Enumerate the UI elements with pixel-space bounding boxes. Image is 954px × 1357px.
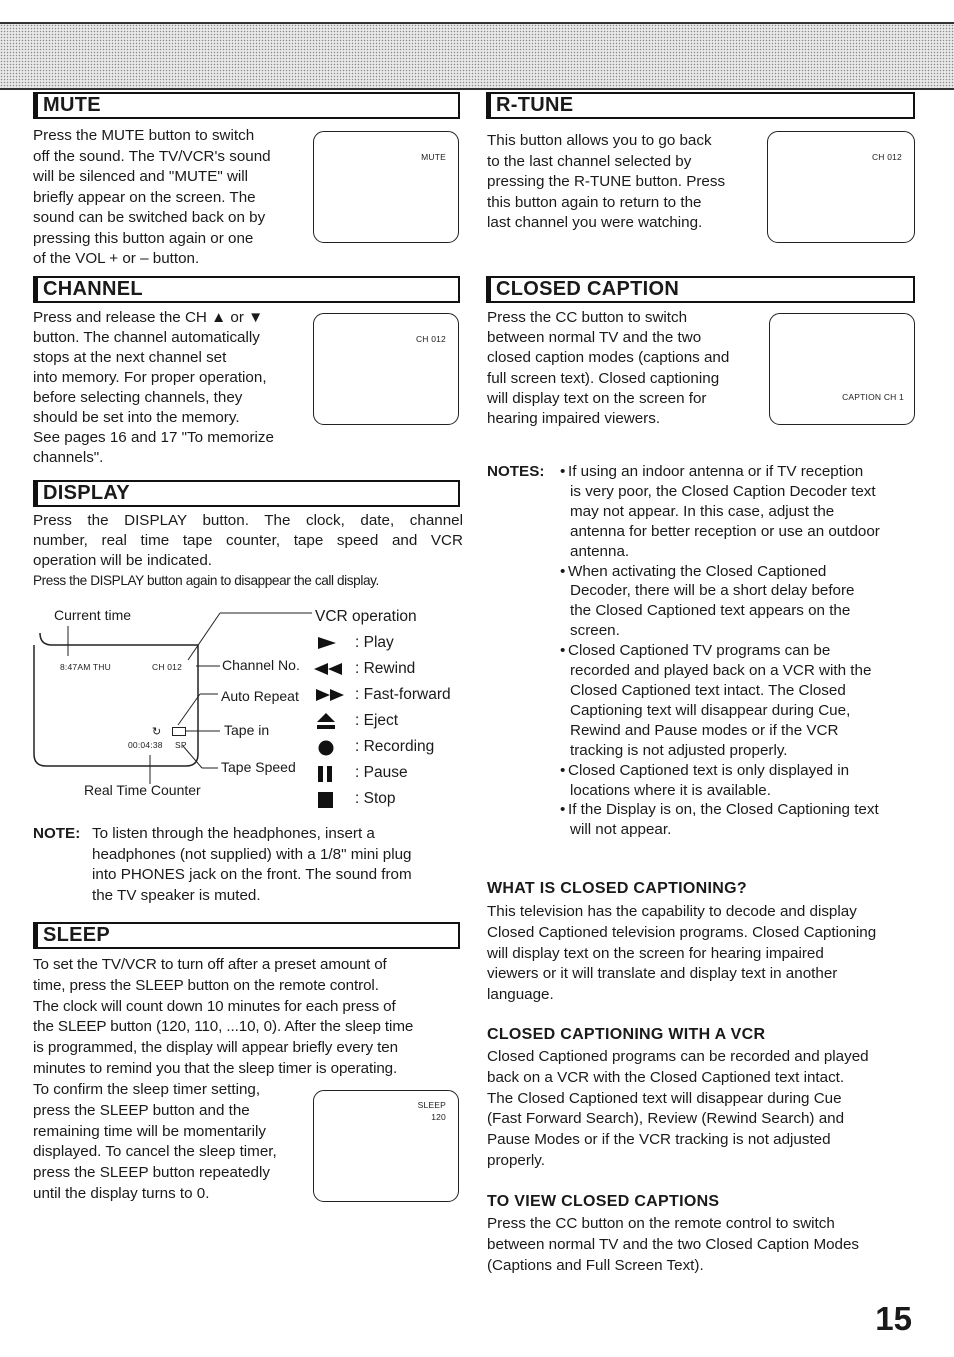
vcr-op-label: : Pause: [355, 764, 408, 781]
text-line: screen.: [570, 622, 620, 640]
closed-caption-notes: [487, 462, 927, 840]
sleep-osd: SLEEP: [417, 1100, 446, 1110]
text-line: To listen through the headphones, insert a: [92, 825, 375, 842]
label-vcr-operation: VCR operation: [315, 608, 417, 625]
text-line: If using an indoor antenna or if TV reception: [568, 463, 864, 480]
osd-time: 8:47AM THU: [60, 662, 111, 672]
text-line: Rewind and Pause modes or if the VCR: [570, 721, 839, 739]
text-line: Captioning text will disappear during Cue,: [570, 701, 851, 719]
text-line: Closed Captioned television programs. Closed Captioning: [487, 923, 877, 941]
text-line: will display text on the screen for: [487, 389, 707, 407]
label-auto-repeat: Auto Repeat: [221, 688, 299, 704]
text-line: antenna.: [570, 542, 630, 560]
rtune-title: R-TUNE: [496, 94, 574, 116]
text-line: Press the DISPLAY button. The clock, date, channel: [33, 512, 463, 529]
text-line: until the display turns to 0.: [33, 1184, 210, 1202]
text-line: viewers or it will translate and display text in another: [487, 965, 838, 983]
mute-osd: MUTE: [421, 152, 446, 162]
text-line: to the last channel selected by: [487, 152, 692, 170]
text-line: sound can be switched back on by: [33, 209, 266, 226]
text-line: press the SLEEP button repeatedly: [33, 1164, 270, 1182]
text-line: The Closed Captioned text will disappear during Cue: [487, 1089, 842, 1107]
what-is-cc-text: [487, 902, 927, 1006]
text-line: between normal TV and the two: [487, 329, 702, 347]
text-line: pressing the R-TUNE button. Press: [487, 173, 726, 190]
vcr-op-label: : Eject: [355, 712, 399, 729]
display-note: [33, 824, 463, 906]
closed-caption-heading: [486, 276, 915, 303]
rtune-text: [487, 131, 772, 234]
text-line: may not appear. In this case, adjust the: [570, 502, 835, 520]
label-tape-speed: Tape Speed: [221, 759, 296, 775]
text-line: language.: [487, 986, 554, 1004]
view-cc-text: [487, 1214, 927, 1276]
osd-channel: CH 012: [152, 662, 183, 672]
text-line: Closed Captioned TV programs can be: [568, 642, 831, 660]
stop-icon: [315, 791, 337, 809]
text-line: Pause Modes or if the VCR tracking is not adjusted: [487, 1131, 831, 1149]
text-line: off the sound. The TV/VCR's sound: [33, 147, 271, 165]
text-line: If the Display is on, the Closed Captioning text: [568, 801, 879, 819]
text-line: (Fast Forward Search), Review (Rewind Search) and: [487, 1110, 845, 1128]
text-line: into memory. For proper operation,: [33, 369, 267, 386]
text-line: closed caption modes (captions and: [487, 349, 730, 367]
text-line: the SLEEP button (120, 110, ...10, 0). After the sleep time: [33, 1018, 414, 1036]
auto-repeat-icon: ↻: [152, 726, 162, 738]
note-item: [560, 462, 927, 562]
what-is-cc-heading: WHAT IS CLOSED CAPTIONING?: [487, 880, 747, 897]
text-line: Press the MUTE button to switch: [33, 127, 255, 144]
closed-caption-osd: CAPTION CH 1: [842, 392, 904, 402]
label-tape-in: Tape in: [224, 722, 270, 738]
sleep-osd-value: 120: [431, 1112, 446, 1122]
text-line: displayed. To cancel the sleep timer,: [33, 1143, 277, 1161]
text-line: between normal TV and the two Closed Caption Modes: [487, 1235, 860, 1253]
text-line: To confirm the sleep timer setting,: [33, 1081, 261, 1098]
text-line: properly.: [487, 1151, 545, 1169]
text-line: will not appear.: [570, 821, 672, 839]
text-line: See pages 16 and 17 "To memorize: [33, 429, 274, 446]
text-line: last channel you were watching.: [487, 214, 703, 231]
osd-counter: 00:04:38: [128, 740, 163, 750]
recording-icon: [315, 739, 337, 757]
vcr-op-label: : Recording: [355, 738, 435, 755]
closed-caption-screen-illustration: [769, 313, 915, 425]
text-line: this button again to return to the: [487, 193, 702, 211]
cc-with-vcr-text: [487, 1047, 927, 1172]
note-item: [560, 761, 927, 801]
text-line: locations where it is available.: [570, 781, 771, 799]
note-item: [560, 641, 927, 760]
text-line: minutes to remind you that the sleep timer is operating.: [33, 1059, 398, 1077]
vcr-op-label: : Play: [355, 634, 394, 651]
text-line: briefly appear on the screen. The: [33, 188, 256, 206]
text-line: will display text on the screen for hearing impaired: [487, 944, 824, 962]
text-line: Press the DISPLAY button again to disappear the call display.: [33, 573, 379, 588]
page-number: 15: [875, 1300, 912, 1337]
text-line: tracking is not adjusted properly.: [570, 741, 788, 759]
bullet-icon: •: [560, 562, 566, 580]
text-line: Closed Captioned programs can be recorded and played: [487, 1048, 869, 1065]
text-line: The clock will count down 10 minutes for each press of: [33, 997, 396, 1015]
sleep-heading: [33, 922, 460, 949]
mute-title: MUTE: [43, 94, 101, 116]
rtune-osd: CH 012: [871, 152, 902, 162]
text-line: Press and release the CH ▲ or ▼: [33, 309, 264, 326]
text-line: of the VOL + or – button.: [33, 250, 200, 267]
sleep-title: SLEEP: [43, 924, 111, 946]
label-current-time: Current time: [54, 607, 132, 623]
text-line: time, press the SLEEP button on the remote control.: [33, 976, 379, 994]
note-item: [560, 800, 927, 840]
sleep-text-2: [33, 1080, 313, 1205]
sleep-text: [33, 955, 463, 1080]
text-line: is programmed, the display will appear briefly every ten: [33, 1039, 398, 1057]
view-cc-heading: TO VIEW CLOSED CAPTIONS: [487, 1193, 720, 1210]
text-line: the TV speaker is muted.: [92, 886, 261, 904]
tape-in-icon: [172, 727, 186, 736]
bullet-icon: •: [560, 463, 566, 480]
fast-forward-icon: [315, 687, 347, 703]
bullet-icon: •: [560, 801, 566, 819]
vcr-op-label: : Stop: [355, 790, 396, 807]
text-line: (Captions and Full Screen Text).: [487, 1256, 704, 1274]
text-line: remaining time will be momentarily: [33, 1122, 266, 1140]
text-line: Decoder, there will be a short delay before: [570, 582, 855, 600]
text-line: Closed Captioned text intact. The Closed: [570, 681, 846, 699]
text-line: button. The channel automatically: [33, 329, 260, 346]
text-line: is very poor, the Closed Caption Decoder text: [570, 482, 876, 500]
text-line: To set the TV/VCR to turn off after a preset amount of: [33, 956, 387, 973]
text-line: will be silenced and "MUTE" will: [33, 168, 249, 185]
bullet-icon: •: [560, 761, 566, 779]
vcr-op-label: : Fast-forward: [355, 686, 451, 703]
text-line: into PHONES jack on the front. The sound from: [92, 866, 412, 883]
text-line: When activating the Closed Captioned: [568, 562, 827, 580]
pause-icon: [315, 765, 337, 783]
text-line: recorded and played back on a VCR with the: [570, 662, 872, 680]
text-line: operation will be indicated.: [33, 552, 212, 569]
note-item: [560, 562, 927, 642]
text-line: the Closed Captioned text appears on the: [570, 602, 851, 620]
text-line: pressing this button again or one: [33, 229, 254, 247]
closed-caption-text: [487, 308, 772, 429]
osd-speed: SP: [175, 740, 187, 750]
text-line: full screen text). Closed captioning: [487, 369, 720, 387]
text-line: Press the CC button on the remote control to switch: [487, 1215, 835, 1232]
rewind-icon: [313, 661, 345, 677]
label-real-time-counter: Real Time Counter: [84, 782, 201, 798]
bullet-icon: •: [560, 642, 566, 660]
label-channel-no: Channel No.: [222, 657, 300, 673]
text-line: should be set into the memory.: [33, 409, 240, 426]
eject-icon: [315, 712, 337, 730]
rtune-heading: [486, 92, 915, 119]
display-title: DISPLAY: [43, 482, 130, 504]
text-line: number, real time tape counter, tape speed and VCR: [33, 532, 463, 549]
sleep-screen-illustration: [313, 1090, 459, 1202]
play-icon: [315, 635, 341, 651]
text-line: Press the CC button to switch: [487, 309, 688, 326]
rtune-screen-illustration: [767, 131, 915, 243]
note-label: NOTE:: [33, 825, 81, 842]
text-line: back on a VCR with the Closed Captioned text intact.: [487, 1068, 845, 1086]
text-line: Closed Captioned text is only displayed in: [568, 761, 850, 779]
vcr-op-label: : Rewind: [355, 660, 416, 677]
channel-osd: CH 012: [415, 334, 446, 344]
text-line: This button allows you to go back: [487, 132, 712, 149]
text-line: stops at the next channel set: [33, 349, 227, 366]
closed-caption-title: CLOSED CAPTION: [496, 278, 680, 300]
cc-with-vcr-heading: CLOSED CAPTIONING WITH A VCR: [487, 1026, 766, 1043]
text-line: antenna for better reception or use an outdoor: [570, 522, 880, 540]
text-line: press the SLEEP button and the: [33, 1101, 250, 1119]
text-line: before selecting channels, they: [33, 389, 243, 406]
text-line: hearing impaired viewers.: [487, 410, 661, 428]
channel-title: CHANNEL: [43, 278, 143, 300]
text-line: channels".: [33, 449, 104, 466]
text-line: headphones (not supplied) with a 1/8" mini plug: [92, 845, 412, 863]
notes-label: NOTES:: [487, 463, 545, 480]
text-line: This television has the capability to decode and display: [487, 903, 857, 920]
